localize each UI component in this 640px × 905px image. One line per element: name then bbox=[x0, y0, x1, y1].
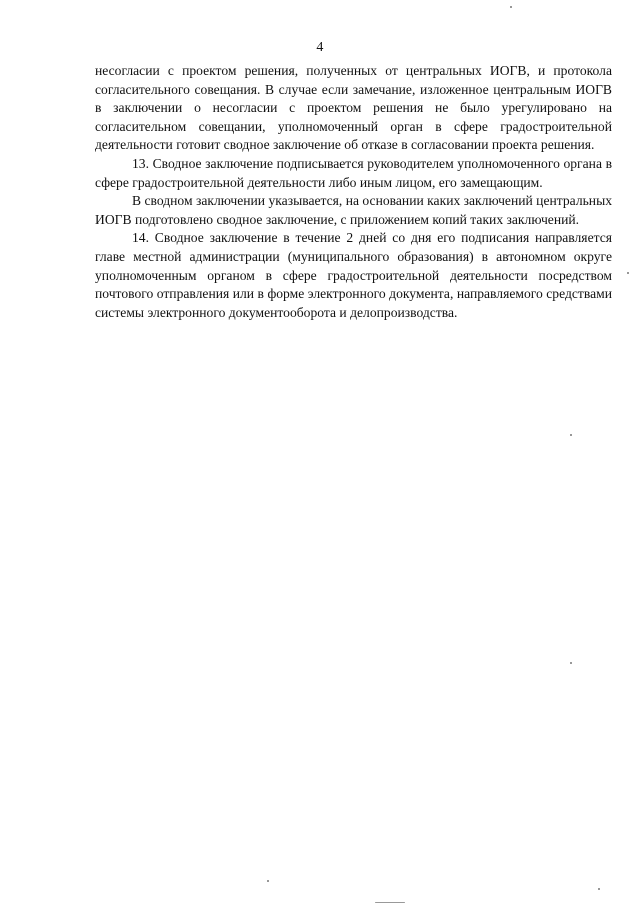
paragraph-13: 13. Сводное заключение подписывается руководителем уполномоченного органа в сфере градостроительной деятельности либо иным лицом, его замещающим. bbox=[95, 155, 612, 190]
paragraph-14: 14. Сводное заключение в течение 2 дней со дня его подписания направляется главе местной администрации (муниципального образования) в автономном округе уполномоченным органом в сфере градостроительной деятельности посредством почтового отправления или в форме электронного документа, направляемого средствами системы электронного документооборота и делопроизводства. bbox=[95, 230, 612, 320]
scan-edge-mark bbox=[375, 902, 405, 903]
scan-speck bbox=[570, 434, 572, 436]
scan-speck bbox=[267, 880, 269, 882]
scan-speck bbox=[570, 662, 572, 664]
paragraph-continuation: несогласии с проектом решения, полученных от центральных ИОГВ, и протокола согласительного совещания. В случае если замечание, изложенное центральным ИОГВ в заключении о несогласии с проектом решения не было урегулировано на согласительном совещании, уполномоченный орган в сфере градостроительной деятельности готовит сводное заключение об отказе в согласовании проекта решения. bbox=[95, 63, 612, 153]
scan-speck bbox=[510, 6, 512, 8]
scan-speck bbox=[598, 888, 600, 890]
page-number: 4 bbox=[316, 40, 324, 55]
paragraph-summary-basis: В сводном заключении указывается, на основании каких заключений центральных ИОГВ подготовлено сводное заключение, с приложением копий таких заключений. bbox=[95, 193, 613, 227]
document-body bbox=[95, 62, 612, 322]
scan-speck bbox=[627, 272, 629, 274]
